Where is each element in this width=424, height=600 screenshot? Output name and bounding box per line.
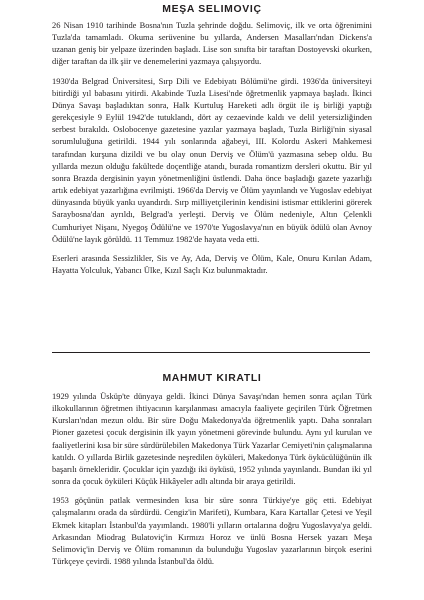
bio-paragraph: 1953 göçünün patlak vermesinden kısa bir süre sonra Türkiye'ye göç etti. Edebiyat çalışmalarını orada da sürdürdü. Cengiz'in Marifeti), Kumbara, Kara Kartallar Çetesi ve Yeşil Ekmek kitapları İstanbul'da yayımlandı. 1980'li yılların ortalarına doğru Yugoslavya'ya geldi. Arkasından Miodrag Bulatoviç'in Kırmızı Horoz ve ünlü Bosna Hersek yazarı Meşa Selimoviç'in Derviş ve Ölüm romanının da bulunduğu Yugoslav yazarlarının birçok eserini Türkçeye çevirdi. 1988 yılında İstanbul'da öldü.: [52, 495, 372, 567]
bio-paragraph: 1929 yılında Üsküp'te dünyaya geldi. İkinci Dünya Savaşı'ndan hemen sonra açılan Türk ilkokullarının öğretmen ihtiyacının karşılanması amacıyla faaliyete geçirilen Türk Öğretmen Kursları'ndan mezun oldu. Bir süre Doğu Makedonya'da öğretmenlik yaptı. Daha sonraları Pioner gazetesi çocuk dergisinin ilk yayın yönetmeni görevinde bulundu. Aynı yıl kurulan ve faaliyetlerini kısa bir süre sürdürülebilen Makedonya Türk Yazarlar Cemiyeti'nin çalışmalarına katıldı. O yıllarda Birlik gazetesinde neşredilen öyküleri, Makedonya Türk öykücülüğünün ilk başarılı örnekleridir. Çocuklar için yazdığı iki öyküsü, 1952 yılında yayınlandı. Bundan iki yıl sonra da çocuk öyküleri Küçük Hikâyeler adlı altında bir araya getirildi.: [52, 391, 373, 487]
works-paragraph: Eserleri arasında Sessizlikler, Sis ve Ay, Ada, Derviş ve Ölüm, Kale, Onuru Kırılan Adam, Hayatta Yolculuk, Yabancı Ülke, Kızıl Saçlı Kız bulunmaktadır.: [52, 252, 372, 275]
section-divider: [52, 352, 370, 353]
bio-paragraph: 26 Nisan 1910 tarihinde Bosna'nın Tuzla şehrinde doğdu. Selimoviç, ilk ve orta öğrenimini Tuzla'da tamamladı. Okuma serüvenine bu yıllarda, Andersen Masalları'ndan Dickens'a uzanan geniş bir yelpaze üzerinden başladı. Lise son sınıfta bir taraftan Dostoyevski okurken, diğer taraftan da ilk şiir ve denemelerini yazmaya çalışıyordu.: [52, 20, 372, 67]
author-bio-selimovic: [52, 4, 372, 283]
bio-paragraph: 1930'da Belgrad Üniversitesi, Sırp Dili ve Edebiyatı Bölümü'ne girdi. 1936'da üniversiteyi bitirdiği yıl babasını yitirdi. Akabinde Tuzla Lisesi'nde öğretmenlik yapmaya başladı. İkinci Dünya Savaşı başladıktan sonra, Halk Kurtuluş Hareketi adlı örgüt ile iş birliği yaptığı gerekçesiyle 9 Eylül 1942'de tutuklandı, dört ay cezaevinde kaldı ve delil yetersizliğinden serbest bırakıldı. Oslobocenye gazetesine yazılar yazmaya başladı, Tuzla Birliği'nin siyasal sorumluluğuna getirildi. 1944 yılı sonlarında ağabeyi, III. Kolordu Askeri Mahkemesi tarafından kurşuna dizildi ve bu olay onun Derviş ve Ölüm'ü yazmasına sebep oldu. Bu yıllarda mezun olduğu fakültede doçentliğe atandı, burada romantizm dersleri okuttu. Bir yıl sonra Brazda dergisinin yayın yönetmenliğini üstlendi. Daha önce başladığı gazete yazarlığı artık edebiyat yazarlığına evrilmişti. 1966'da Derviş ve Ölüm yayınlandı ve Yugoslav edebiyat dünyasında büyük yankı uyandırdı. Sırp milliyetçilerinin kendisini istismar ettiklerini görerek Saraybosna'dan ayrıldı, Belgrad'a yerleşti. Derviş ve Ölüm nedeniyle, Altın Çelenkli Cumhuriyet Nişanı, Nyegoş Ödülü'ne ve 1970'te Yugoslavya'nın en büyük ödülü olan Avnoy Ödülü'ne layık görüldü. 11 Temmuz 1982'de hayata veda etti.: [52, 75, 372, 244]
translator-heading: MAHMUT KIRATLI: [162, 373, 262, 384]
translator-bio-kiratli: [52, 373, 372, 574]
author-heading: MEŞA SELIMOVIÇ: [162, 4, 262, 15]
